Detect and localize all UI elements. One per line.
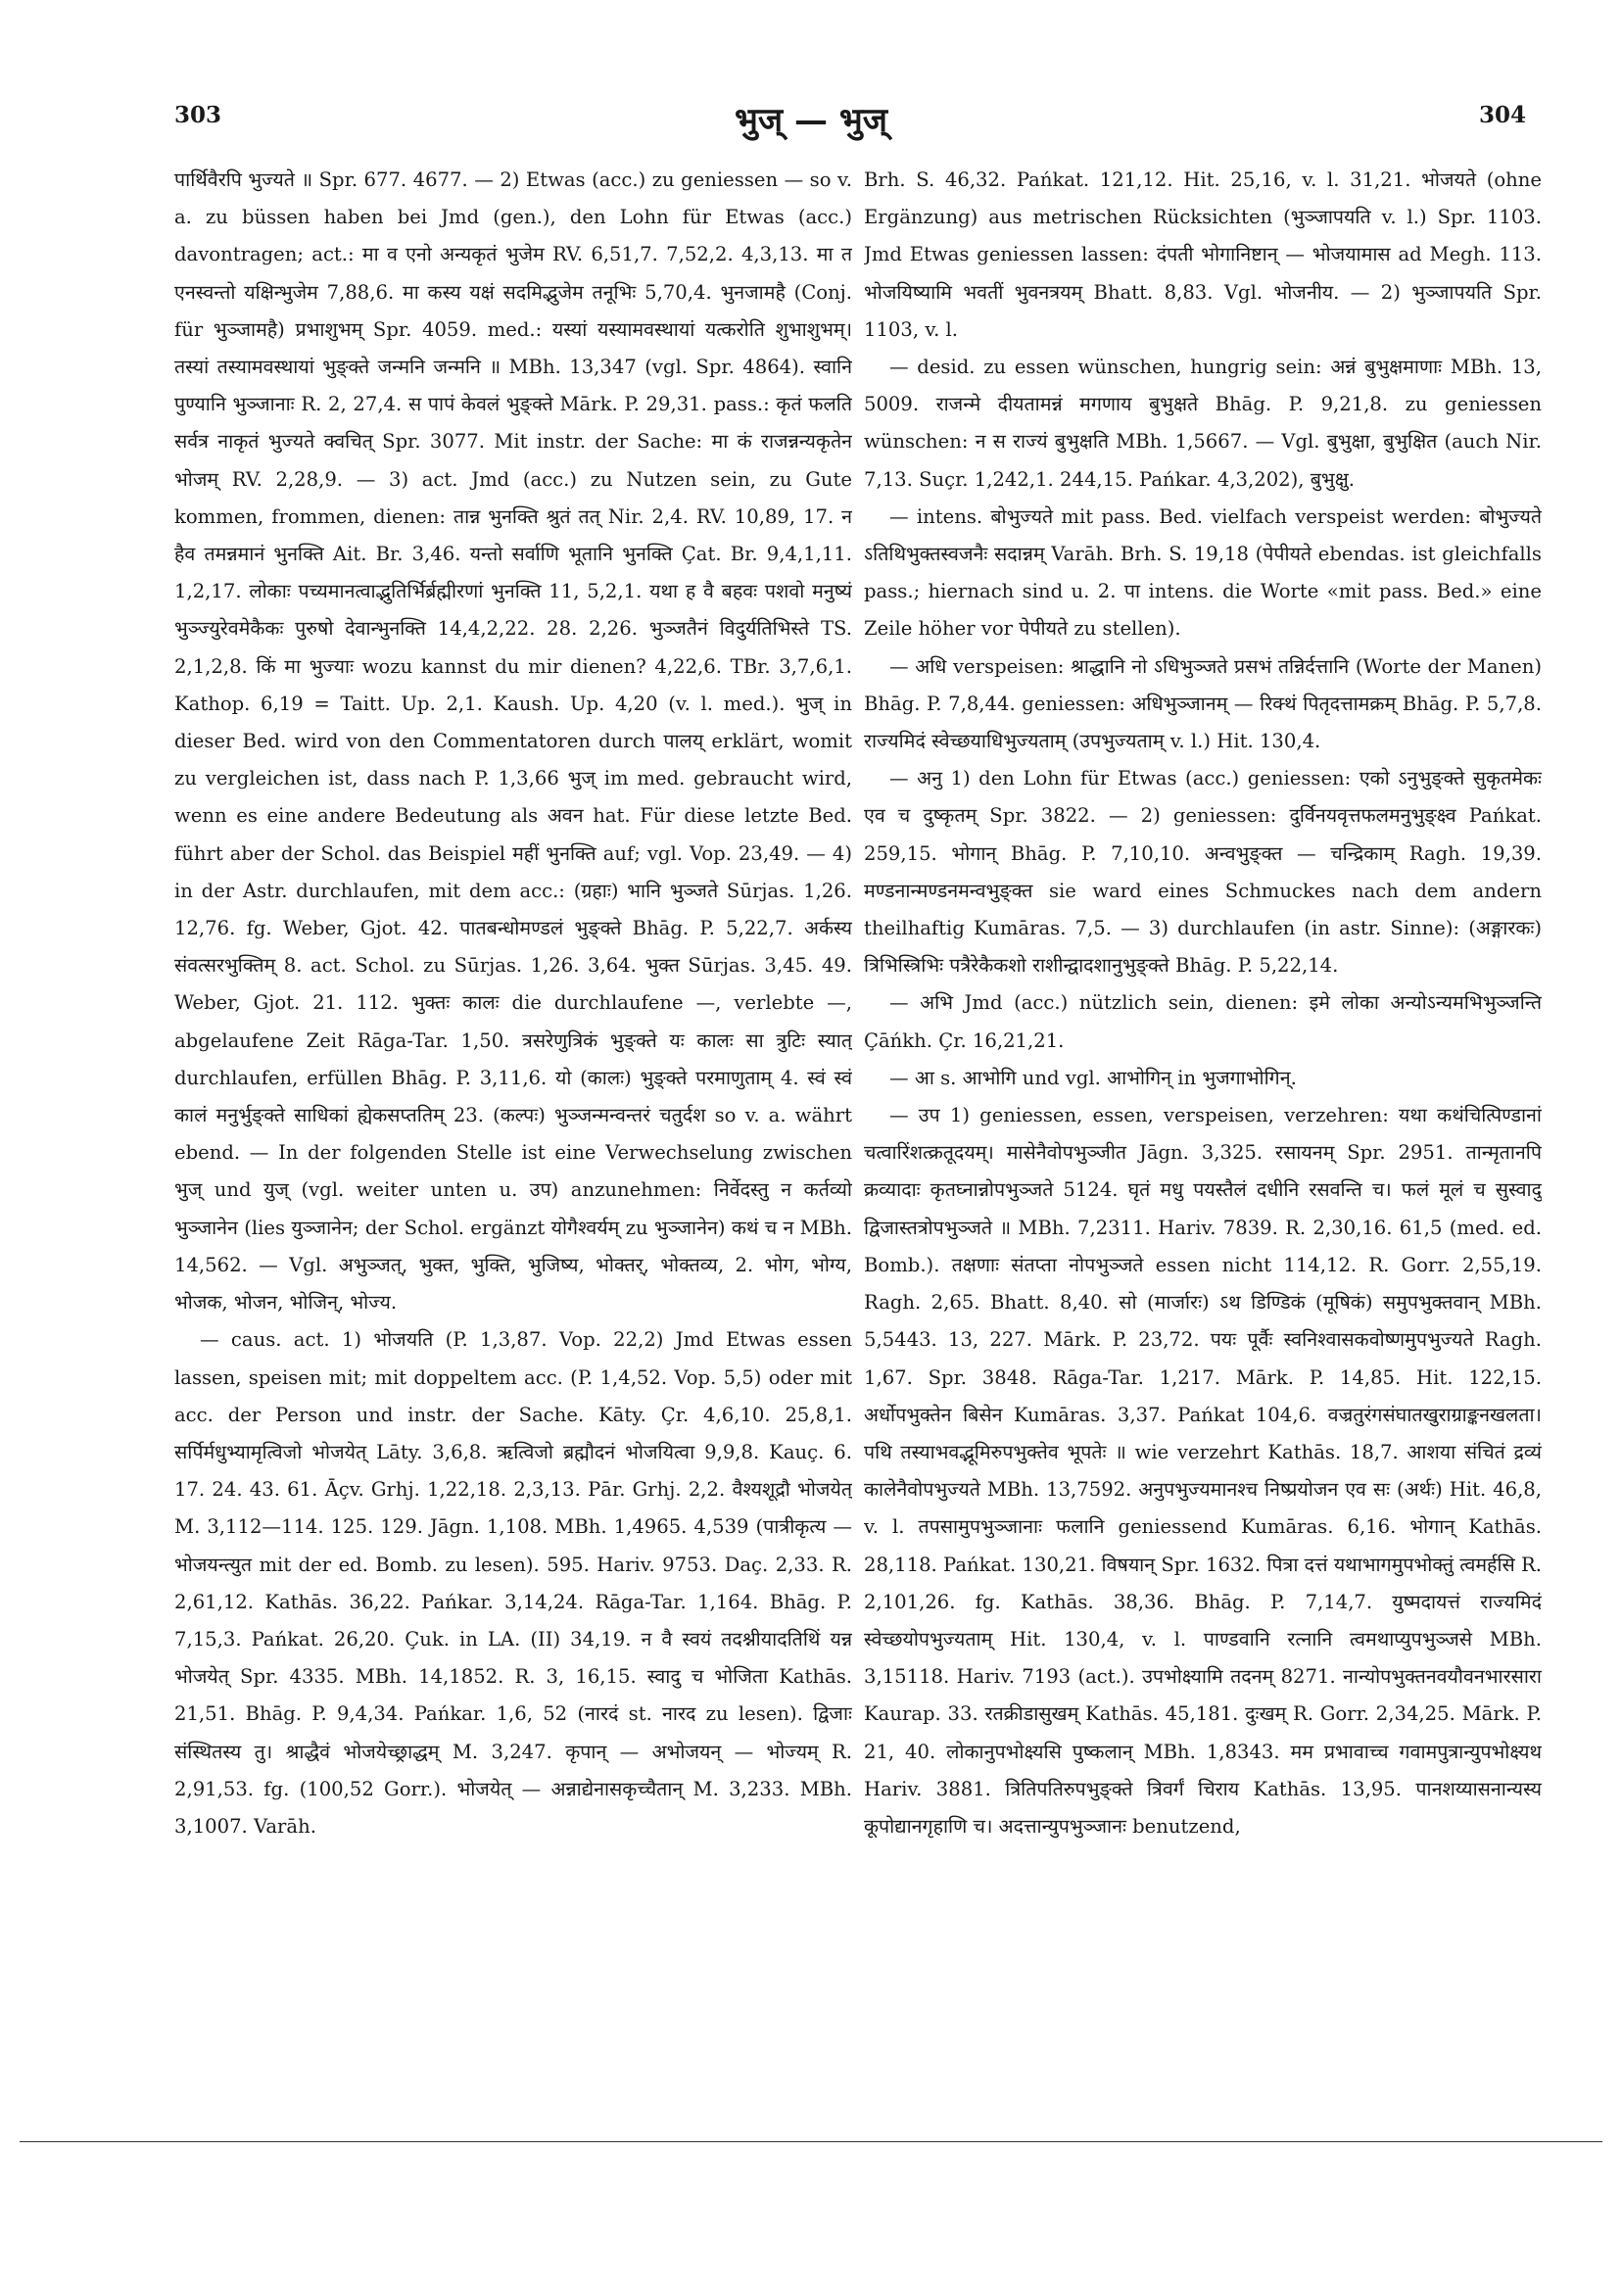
left-column bbox=[174, 162, 852, 2072]
paragraph: — आ s. आभोगि und vgl. आभोगिन् in भुजगाभोगिन्. bbox=[889, 1066, 1297, 1089]
page-number-left: 303 bbox=[174, 102, 222, 128]
paragraph: पार्थिवैरपि भुज्यते ॥ Spr. 677. 4677. — 2) Etwas (acc.) zu geniessen — so v. a. zu büssen haben bei Jmd (gen.), den Lohn für Etwas (acc.) davontragen; act.: मा व एनो अन्यकृतं भुजेम RV. 6,51,7. 7,52,2. 4,3,13. मा त एनस्वन्तो यक्षिन्भुजेम 7,88,6. मा कस्य यक्षं सदमिद्भुजेम तनूभिः 5,70,4. भुनजामहै (Conj. für भुञ्जामहै) प्रभाशुभम् Spr. 4059. med.: यस्यां यस्यामवस्थायां यत्करोति शुभाशुभम्। तस्यां तस्यामवस्थायां भुङ्क्ते जन्मनि जन्मनि ॥ MBh. 13,347 (vgl. Spr. 4864). स्वानि पुण्यानि भुञ्जानाः R. 2, 27,4. स पापं केवलं भुङ्क्ते Mārk. P. 29,31. pass.: कृतं फलति सर्वत्र नाकृतं भुज्यते क्वचित् Spr. 3077. Mit instr. der Sache: मा कं राजन्नन्यकृतेन भोजम् RV. 2,28,9. — 3) act. Jmd (acc.) zu Nutzen sein, zu Gute kommen, frommen, dienen: तान्न भुनक्ति श्रुतं तत् Nir. 2,4. RV. 10,89, 17. न हैव तमन्नमानं भुनक्ति Ait. Br. 3,46. यन्तो सर्वाणि भूतानि भुनक्ति Çat. Br. 9,4,1,11. 1,2,17. लोकाः पच्यमानत्वाद्भुतिर्भिर्ब्रह्मीरणां भुनक्ति 11, 5,2,1. यथा ह वै बहवः पशवो मनुष्यं भुञ्ज्युरेवमेकैकः पुरुषो देवान्भुनक्ति 14,4,2,22. 28. 2,26. भुञ्जतैनं विदुर्यतिभिस्ते TS. 2,1,2,8. किं मा भुज्याः wozu kannst du mir dienen? 4,22,6. TBr. 3,7,6,1. Kathop. 6,19 = Taitt. Up. 2,1. Kaush. Up. 4,20 (v. l. med.). भुज् in dieser Bed. wird von den Commentatoren durch पालय् erklärt, womit zu vergleichen ist, dass nach P. 1,3,66 भुज् im med. gebraucht wird, wenn es eine andere Bedeutung als अवन hat. Für diese letzte Bed. führt aber der Schol. das Beispiel महीं भुनक्ति auf; vgl. Vop. 23,49. — 4) in der Astr. durchlaufen, mit dem acc.: (ग्रहाः) भानि भुञ्जते Sūrjas. 1,26. 12,76. fg. Weber, Gjot. 42. पातबन्धोमण्डलं भुङ्क्ते Bhāg. P. 5,22,7. अर्कस्य संवत्सरभुक्तिम् 8. act. Schol. zu Sūrjas. 1,26. 3,64. भुक्त Sūrjas. 3,45. 49. Weber, Gjot. 21. 112. भुक्तः कालः die durchlaufene —, verlebte —, abgelaufene Zeit Rāga-Tar. 1,50. त्रसरेणुत्रिकं भुङ्क्ते यः कालः सा त्रुटिः स्यात् durchlaufen, erfüllen Bhāg. P. 3,11,6. यो (कालः) भुङ्क्ते परमाणुताम् 4. स्वं स्वं कालं मनुर्भुङ्क्ते साधिकां ह्येकसप्ततिम् 23. (कल्पः) भुञ्जन्मन्वन्तरं चतुर्दश so v. a. währt ebend. — In der folgenden Stelle ist eine Verwechselung zwischen भुज् und युज् (vgl. weiter unten u. उप) anzunehmen: निर्वेदस्तु न कर्तव्यो भुञ्जानेन (lies युञ्जानेन; der Schol. ergänzt योगैश्वर्यम् zu भुञ्जानेन) कथं च न MBh. 14,562. — Vgl. अभुञ्जत्, भुक्त, भुक्ति, भुजिष्य, भोक्तर्, भोक्तव्य, 2. भोग, भोग्य, भोजक, भोजन, भोजिन्, भोज्य. bbox=[174, 168, 852, 1315]
paragraph: — desid. zu essen wünschen, hungrig sein: अन्नं बुभुक्षमाणाः MBh. 13, 5009. राजन्मे दीयतामन्नं मगणाय बुभुक्षते Bhāg. P. 9,21,8. zu geniessen wünschen: न स राज्यं बुभुक्षति MBh. 1,5667. — Vgl. बुभुक्षा, बुभुक्षित (auch Nir. 7,13. Suçr. 1,242,1. 244,15. Pańkar. 4,3,202), बुभुक्षु. bbox=[864, 356, 1542, 491]
page-number-right: 304 bbox=[1479, 102, 1527, 128]
running-head: भुज् — भुज् bbox=[735, 101, 887, 140]
bottom-rule bbox=[20, 2141, 1602, 2142]
paragraph: — अनु 1) den Lohn für Etwas (acc.) geniessen: एको ऽनुभुङ्क्ते सुकृतमेकः एव च दुष्कृतम् Spr. 3822. — 2) geniessen: दुर्विनयवृत्तफलमनुभुङ्क्ष्व Pańkat. 259,15. भोगान् Bhāg. P. 7,10,10. अन्वभुङ्क्त — चन्द्रिकाम् Ragh. 19,39. मण्डनान्मण्डनमन्वभुङ्क्त sie ward eines Schmuckes nach dem andern theilhaftig Kumāras. 7,5. — 3) durchlaufen (in astr. Sinne): (अङ्गारकः) त्रिभिस्त्रिभिः पत्रैरेकैकशो राशीन्द्वादशानुभुङ्क्ते Bhāg. P. 5,22,14. bbox=[864, 767, 1542, 978]
paragraph: Brh. S. 46,32. Pańkat. 121,12. Hit. 25,16, v. l. 31,21. भोजयते (ohne Ergänzung) aus metrischen Rücksichten (भुञ्जापयति v. l.) Spr. 1103. Jmd Etwas geniessen lassen: दंपती भोगानिष्टान् — भोजयामास ad Megh. 113. भोजयिष्यामि भवतीं भुवनत्रयम् Bhatt. 8,83. Vgl. भोजनीय. — 2) भुञ्जापयति Spr. 1103, v. l. bbox=[864, 168, 1542, 341]
paragraph: — caus. act. 1) भोजयति (P. 1,3,87. Vop. 22,2) Jmd Etwas essen lassen, speisen mit; mit doppeltem acc. (P. 1,4,52. Vop. 5,5) oder mit acc. der Person und instr. der Sache. Kāty. Çr. 4,6,10. 25,8,1. सर्पिर्मधुभ्यामृत्विजो भोजयेत् Lāty. 3,6,8. ऋत्विजो ब्रह्मौदनं भोजयित्वा 9,9,8. Kauç. 6. 17. 24. 43. 61. Āçv. Grhj. 1,22,18. 2,3,13. Pār. Grhj. 2,2. वैश्यशूद्रौ भोजयेत् M. 3,112—114. 125. 129. Jāgn. 1,108. MBh. 1,4965. 4,539 (पात्रीकृत्य — भोजयन्त्युत mit der ed. Bomb. zu lesen). 595. Hariv. 9753. Daç. 2,33. R. 2,61,12. Kathās. 36,22. Pańkar. 3,14,24. Rāga-Tar. 1,164. Bhāg. P. 7,15,3. Pańkat. 26,20. Çuk. in LA. (II) 34,19. न वै स्वयं तदश्नीयादतिथिं यन्न भोजयेत् Spr. 4335. MBh. 14,1852. R. 3, 16,15. स्वादु च भोजिता Kathās. 21,51. Bhāg. P. 9,4,34. Pańkar. 1,6, 52 (नारदं st. नारद zu lesen). द्विजाः संस्थितस्य तु। श्राद्धैवं भोजयेच्छ्राद्धम् M. 3,247. कृपान् — अभोजयन् — भोज्यम् R. 2,91,53. fg. (100,52 Gorr.). भोजयेत् — अन्नाद्येनासकृच्चैतान् M. 3,233. MBh. 3,1007. Varāh. bbox=[174, 1328, 852, 1838]
paragraph: — intens. बोभुज्यते mit pass. Bed. vielfach verspeist werden: बोभुज्यते ऽतिथिभुक्तस्वजनैः सदान्नम् Varāh. Brh. S. 19,18 (पेपीयते ebendas. ist gleichfalls pass.; hiernach sind u. 2. पा intens. die Worte «mit pass. Bed.» eine Zeile höher vor पेपीयते zu stellen). bbox=[864, 504, 1542, 641]
right-column bbox=[864, 162, 1542, 2072]
paragraph: — अधि verspeisen: श्राद्धानि नो ऽधिभुञ्जते प्रसभं तन्निर्दत्तानि (Worte der Manen) Bhāg. P. 7,8,44. geniessen: अधिभुञ्जानम् — रिक्थं पितृदत्तामक्रम् Bhāg. P. 5,7,8. राज्यमिदं स्वेच्छयाधिभुज्यताम् (उपभुज्यताम् v. l.) Hit. 130,4. bbox=[864, 654, 1542, 753]
paragraph: — उप 1) geniessen, essen, verspeisen, verzehren: यथा कथंचित्पिण्डानां चत्वारिंशत्क्रतूदयम्। मासेनैवोपभुञ्जीत Jāgn. 3,325. रसायनम् Spr. 2951. तान्मृतानपि क्रव्यादाः कृतघ्नान्नोपभुञ्जते 5124. घृतं मधु पयस्तैलं दधीनि रसवन्ति च। फलं मूलं च सुस्वादु द्विजास्तत्रोपभुञ्जते ॥ MBh. 7,2311. Hariv. 7839. R. 2,30,16. 61,5 (med. ed. Bomb.). तक्षणाः संतप्ता नोपभुञ्जते essen nicht 114,12. R. Gorr. 2,55,19. Ragh. 2,65. Bhatt. 8,40. सो (मार्जारः) ऽथ डिण्डिकं (मूषिकं) समुपभुक्तवान् MBh. 5,5443. 13, 227. Mārk. P. 23,72. पयः पूर्वैः स्वनिश्वासकवोष्णमुपभुज्यते Ragh. 1,67. Spr. 3848. Rāga-Tar. 1,217. Mārk. P. 14,85. Hit. 122,15. अर्धोपभुक्तेन बिसेन Kumāras. 3,37. Pańkat 104,6. वज्रतुरंगसंघातखुराग्राङ्कनखलता। पथि तस्याभवद्भूमिरुपभुक्तेव भूपतेः ॥ wie verzehrt Kathās. 18,7. आशया संचितं द्रव्यं कालेनैवोपभुज्यते MBh. 13,7592. अनुपभुज्यमानश्च निष्प्रयोजन एव सः (अर्थः) Hit. 46,8, v. l. तपसामुपभुञ्जानाः फलानि geniessend Kumāras. 6,16. भोगान् Kathās. 28,118. Pańkat. 130,21. विषयान् Spr. 1632. पित्रा दत्तं यथाभागमुपभोक्तुं त्वमर्हसि R. 2,101,26. fg. Kathās. 38,36. Bhāg. P. 7,14,7. युष्मदायत्तं राज्यमिदं स्वेच्छयोपभुज्यताम् Hit. 130,4, v. l. पाण्डवानि रत्नानि त्वमथाप्युपभुञ्जसे MBh. 3,15118. Hariv. 7193 (act.). उपभोक्ष्यामि तदनम् 8271. नान्योपभुक्तनवयौवनभारसारा Kaurap. 33. रतक्रीडासुखम् Kathās. 45,181. दुःखम् R. Gorr. 2,34,25. Mārk. P. 21, 40. लोकानुपभोक्ष्यसि पुष्कलान् MBh. 1,8343. मम प्रभावाच्च गवामपुत्रान्युपभोक्ष्यथ Hariv. 3881. त्रितिपतिरुपभुङ्क्ते त्रिवर्गं चिराय Kathās. 13,95. पानशय्यासनान्यस्य कूपोद्यानगृहाणि च। अदत्तान्युपभुञ्जानः benutzend, bbox=[864, 1104, 1542, 1838]
paragraph: — अभि Jmd (acc.) nützlich sein, dienen: इमे लोका अन्योऽन्यमभिभुञ्जन्ति Çāńkh. Çr. 16,21,21. bbox=[864, 991, 1542, 1052]
